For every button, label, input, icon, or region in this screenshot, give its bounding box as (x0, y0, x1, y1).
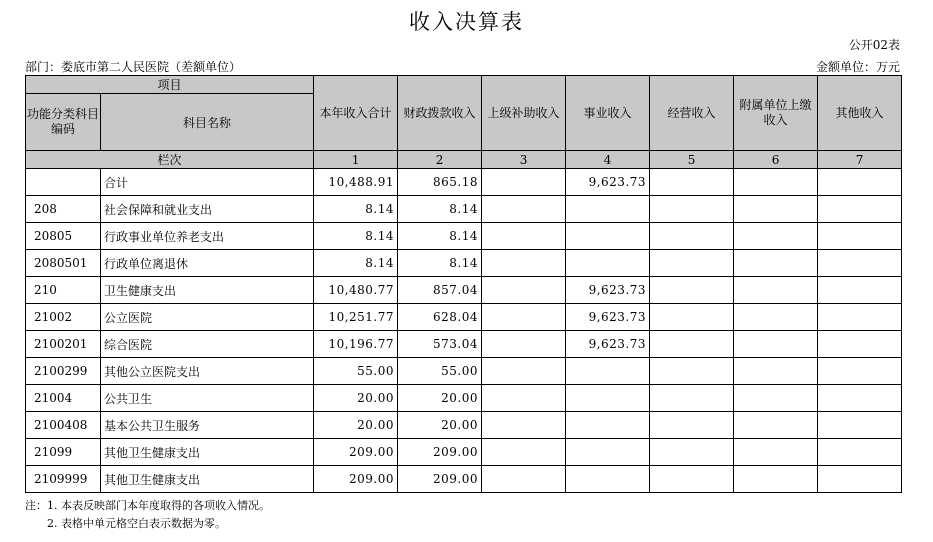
row-name: 社会保障和就业支出 (101, 196, 314, 223)
department-label: 部门：娄底市第二人民医院（差额单位） (25, 60, 242, 74)
cell-operating (650, 169, 734, 196)
cell-total: 10,251.77 (314, 304, 398, 331)
row-name: 其他卫生健康支出 (101, 466, 314, 493)
cell-other (818, 439, 902, 466)
header-col-7: 其他收入 (818, 76, 902, 151)
header-name: 科目名称 (101, 94, 314, 151)
cell-operating (650, 358, 734, 385)
row-code: 21099 (26, 439, 101, 466)
cell-other (818, 412, 902, 439)
cell-superior (482, 223, 566, 250)
cell-affiliated (734, 196, 818, 223)
cell-other (818, 169, 902, 196)
cell-other (818, 331, 902, 358)
cell-fiscal: 209.00 (398, 439, 482, 466)
cell-affiliated (734, 466, 818, 493)
cell-operating (650, 196, 734, 223)
rownum-7: 7 (818, 151, 902, 169)
amount-unit-label: 金额单位：万元 (815, 60, 900, 74)
row-name: 行政事业单位养老支出 (101, 223, 314, 250)
cell-fiscal: 209.00 (398, 466, 482, 493)
cell-fiscal: 20.00 (398, 412, 482, 439)
table-row (26, 250, 902, 277)
cell-fiscal: 8.14 (398, 250, 482, 277)
cell-affiliated (734, 304, 818, 331)
cell-other (818, 466, 902, 493)
row-code: 2109999 (26, 466, 101, 493)
cell-superior (482, 250, 566, 277)
row-name: 综合医院 (101, 331, 314, 358)
row-code: 21004 (26, 385, 101, 412)
cell-other (818, 358, 902, 385)
row-name: 其他公立医院支出 (101, 358, 314, 385)
cell-operating (650, 331, 734, 358)
income-table (25, 75, 902, 493)
table-row (26, 223, 902, 250)
row-code: 2080501 (26, 250, 101, 277)
header-col-5: 经营收入 (650, 76, 734, 151)
cell-superior (482, 412, 566, 439)
cell-operating (650, 385, 734, 412)
row-name: 行政单位离退休 (101, 250, 314, 277)
table-row (26, 385, 902, 412)
cell-business: 9,623.73 (566, 169, 650, 196)
cell-business: 9,623.73 (566, 304, 650, 331)
cell-affiliated (734, 277, 818, 304)
page-title: 收入决算表 (409, 10, 524, 34)
cell-total: 10,488.91 (314, 169, 398, 196)
cell-superior (482, 439, 566, 466)
cell-total: 8.14 (314, 250, 398, 277)
cell-total: 55.00 (314, 358, 398, 385)
cell-other (818, 304, 902, 331)
cell-business (566, 358, 650, 385)
cell-business (566, 439, 650, 466)
cell-superior (482, 277, 566, 304)
header-col-2: 财政拨款收入 (398, 76, 482, 151)
cell-business (566, 385, 650, 412)
header-item: 项目 (26, 76, 314, 94)
table-row (26, 412, 902, 439)
cell-total: 209.00 (314, 439, 398, 466)
cell-total: 209.00 (314, 466, 398, 493)
cell-affiliated (734, 439, 818, 466)
cell-business: 9,623.73 (566, 277, 650, 304)
row-code (26, 169, 101, 196)
cell-fiscal: 628.04 (398, 304, 482, 331)
row-name: 公立医院 (101, 304, 314, 331)
cell-other (818, 250, 902, 277)
table-row (26, 169, 902, 196)
cell-total: 20.00 (314, 385, 398, 412)
table-row (26, 277, 902, 304)
header-col-6: 附属单位上缴收入 (734, 76, 818, 151)
cell-fiscal: 573.04 (398, 331, 482, 358)
row-code: 21002 (26, 304, 101, 331)
cell-total: 8.14 (314, 196, 398, 223)
cell-other (818, 277, 902, 304)
cell-fiscal: 8.14 (398, 196, 482, 223)
table-row (26, 358, 902, 385)
cell-operating (650, 277, 734, 304)
cell-affiliated (734, 412, 818, 439)
cell-total: 20.00 (314, 412, 398, 439)
cell-total: 8.14 (314, 223, 398, 250)
table-row (26, 304, 902, 331)
cell-superior (482, 304, 566, 331)
rownum-4: 4 (566, 151, 650, 169)
cell-superior (482, 169, 566, 196)
cell-other (818, 385, 902, 412)
cell-superior (482, 358, 566, 385)
cell-affiliated (734, 250, 818, 277)
rownum-3: 3 (482, 151, 566, 169)
cell-fiscal: 8.14 (398, 223, 482, 250)
cell-other (818, 223, 902, 250)
table-row (26, 439, 902, 466)
row-name: 基本公共卫生服务 (101, 412, 314, 439)
cell-operating (650, 412, 734, 439)
cell-superior (482, 331, 566, 358)
notes (25, 497, 270, 533)
cell-business (566, 412, 650, 439)
header-code: 功能分类科目编码 (26, 94, 101, 151)
cell-operating (650, 439, 734, 466)
cell-affiliated (734, 169, 818, 196)
rownum-label: 栏次 (26, 151, 314, 169)
header-col-1: 本年收入合计 (314, 76, 398, 151)
row-name: 合计 (101, 169, 314, 196)
cell-affiliated (734, 358, 818, 385)
table-row (26, 466, 902, 493)
cell-affiliated (734, 223, 818, 250)
rownum-6: 6 (734, 151, 818, 169)
rownum-5: 5 (650, 151, 734, 169)
row-name: 卫生健康支出 (101, 277, 314, 304)
cell-business (566, 466, 650, 493)
cell-superior (482, 466, 566, 493)
cell-fiscal: 865.18 (398, 169, 482, 196)
row-code: 210 (26, 277, 101, 304)
cell-superior (482, 385, 566, 412)
cell-operating (650, 466, 734, 493)
cell-fiscal: 857.04 (398, 277, 482, 304)
header-col-3: 上级补助收入 (482, 76, 566, 151)
cell-operating (650, 250, 734, 277)
row-name: 其他卫生健康支出 (101, 439, 314, 466)
row-code: 208 (26, 196, 101, 223)
row-code: 2100408 (26, 412, 101, 439)
cell-business (566, 223, 650, 250)
row-code: 2100201 (26, 331, 101, 358)
cell-affiliated (734, 385, 818, 412)
cell-business (566, 196, 650, 223)
cell-business (566, 250, 650, 277)
cell-affiliated (734, 331, 818, 358)
cell-other (818, 196, 902, 223)
cell-superior (482, 196, 566, 223)
row-code: 20805 (26, 223, 101, 250)
cell-business: 9,623.73 (566, 331, 650, 358)
table-row (26, 331, 902, 358)
table-row (26, 196, 902, 223)
cell-fiscal: 55.00 (398, 358, 482, 385)
rownum-2: 2 (398, 151, 482, 169)
note-2: 2. 表格中单元格空白表示数据为零。 (47, 517, 226, 530)
row-code: 2100299 (26, 358, 101, 385)
cell-total: 10,196.77 (314, 331, 398, 358)
header-col-4: 事业收入 (566, 76, 650, 151)
row-name: 公共卫生 (101, 385, 314, 412)
rownum-1: 1 (314, 151, 398, 169)
cell-operating (650, 223, 734, 250)
table-number: 公开02表 (848, 38, 900, 52)
note-1: 注：1. 本表反映部门本年度取得的各项收入情况。 (25, 499, 270, 512)
cell-total: 10,480.77 (314, 277, 398, 304)
cell-operating (650, 304, 734, 331)
cell-fiscal: 20.00 (398, 385, 482, 412)
